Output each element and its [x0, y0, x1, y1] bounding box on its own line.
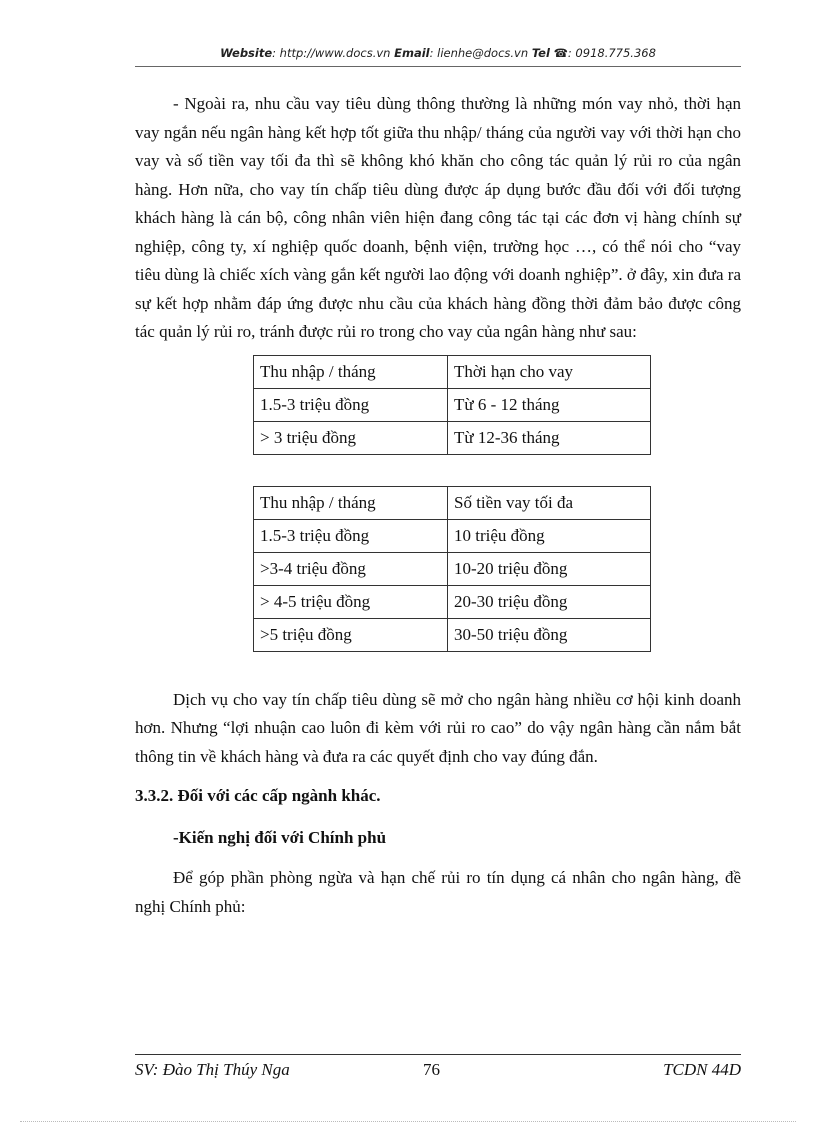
table-row: [254, 388, 651, 421]
website-label: Website: [220, 46, 273, 60]
tel-value: : 0918.775.368: [567, 46, 656, 60]
document-body: [135, 90, 741, 921]
website-value: : http://www.docs.vn: [272, 46, 391, 60]
table-income-loan-term: [253, 355, 651, 455]
table-cell: >3-4 triệu đồng: [254, 552, 448, 585]
table-cell: Từ 6 - 12 tháng: [448, 388, 651, 421]
table-cell: Từ 12-36 tháng: [448, 421, 651, 454]
table-cell: > 4-5 triệu đồng: [254, 585, 448, 618]
email-label: Email: [394, 46, 430, 60]
footer-class-code: TCDN 44D: [663, 1060, 741, 1079]
paragraph-loan-combination: - Ngoài ra, nhu cầu vay tiêu dùng thông thường là những món vay nhỏ, thời hạn vay ngắn nếu ngân hàng kết hợp tốt giữa thu nhập/ tháng của người vay với thời hạn cho vay và số tiền vay tối đa thì sẽ không khó khăn cho công tác quản lý rủi ro của ngân hàng. Hơn nữa, cho vay tín chấp tiêu dùng được áp dụng bước đầu đối với đối tượng khách hàng là cán bộ, công nhân viên hiện đang công tác tại các đơn vị hàng chính sự nghiệp, công ty, xí nghiệp quốc doanh, bệnh viện, trường học …, có thể nói cho “vay tiêu dùng là chiếc xích vàng gắn kết người lao động với doanh nghiệp”. ở đây, xin đưa ra sự kết hợp nhằm đáp ứng được nhu cầu của khách hàng đồng thời đảm bảo được công tác quản lý rủi ro, tránh được rủi ro trong cho vay của ngân hàng như sau:: [135, 94, 741, 341]
page-header: [135, 46, 741, 60]
table-cell: 1.5-3 triệu đồng: [254, 388, 448, 421]
table-cell: 30-50 triệu đồng: [448, 618, 651, 651]
footer-author: SV: Đào Thị Thúy Nga: [135, 1060, 290, 1079]
page-number: 76: [423, 1060, 440, 1079]
paragraph-consumer-loan-service: Dịch vụ cho vay tín chấp tiêu dùng sẽ mở cho ngân hàng nhiều cơ hội kinh doanh hơn. Nhưng “lợi nhuận cao luôn đi kèm với rủi ro cao” do vậy ngân hàng cần nắm bắt thông tin về khách hàng và đưa ra các quyết định cho vay đúng đắn.: [135, 689, 741, 766]
table-cell: 1.5-3 triệu đồng: [254, 519, 448, 552]
page-bottom-border: [20, 1121, 796, 1122]
table-cell: 10 triệu đồng: [448, 519, 651, 552]
table-income-max-loan: [253, 486, 651, 652]
paragraph-government-proposal: Để góp phần phòng ngừa và hạn chế rủi ro tín dụng cá nhân cho ngân hàng, đề nghị Chính phủ:: [135, 868, 741, 916]
email-value: : lienhe@docs.vn: [429, 46, 529, 60]
table-header-cell: Thu nhập / tháng: [254, 355, 448, 388]
page-footer: [135, 1060, 741, 1082]
table-header-row: [254, 355, 651, 388]
table-cell: 10-20 triệu đồng: [448, 552, 651, 585]
footer-divider: [135, 1054, 741, 1055]
tel-label: Tel: [531, 46, 550, 60]
table-header-row: [254, 486, 651, 519]
section-heading: 3.3.2. Đối với các cấp ngành khác.: [135, 786, 381, 805]
table-cell: 20-30 triệu đồng: [448, 585, 651, 618]
phone-icon: ☎: [553, 46, 568, 60]
table-row: [254, 585, 651, 618]
table-cell: > 3 triệu đồng: [254, 421, 448, 454]
table-row: [254, 421, 651, 454]
header-divider: [135, 66, 741, 67]
table-cell: >5 triệu đồng: [254, 618, 448, 651]
table-header-cell: Thu nhập / tháng: [254, 486, 448, 519]
table-row: [254, 519, 651, 552]
table-header-cell: Số tiền vay tối đa: [448, 486, 651, 519]
sub-heading: -Kiến nghị đối với Chính phủ: [173, 827, 387, 847]
table-header-cell: Thời hạn cho vay: [448, 355, 651, 388]
table-row: [254, 618, 651, 651]
table-row: [254, 552, 651, 585]
